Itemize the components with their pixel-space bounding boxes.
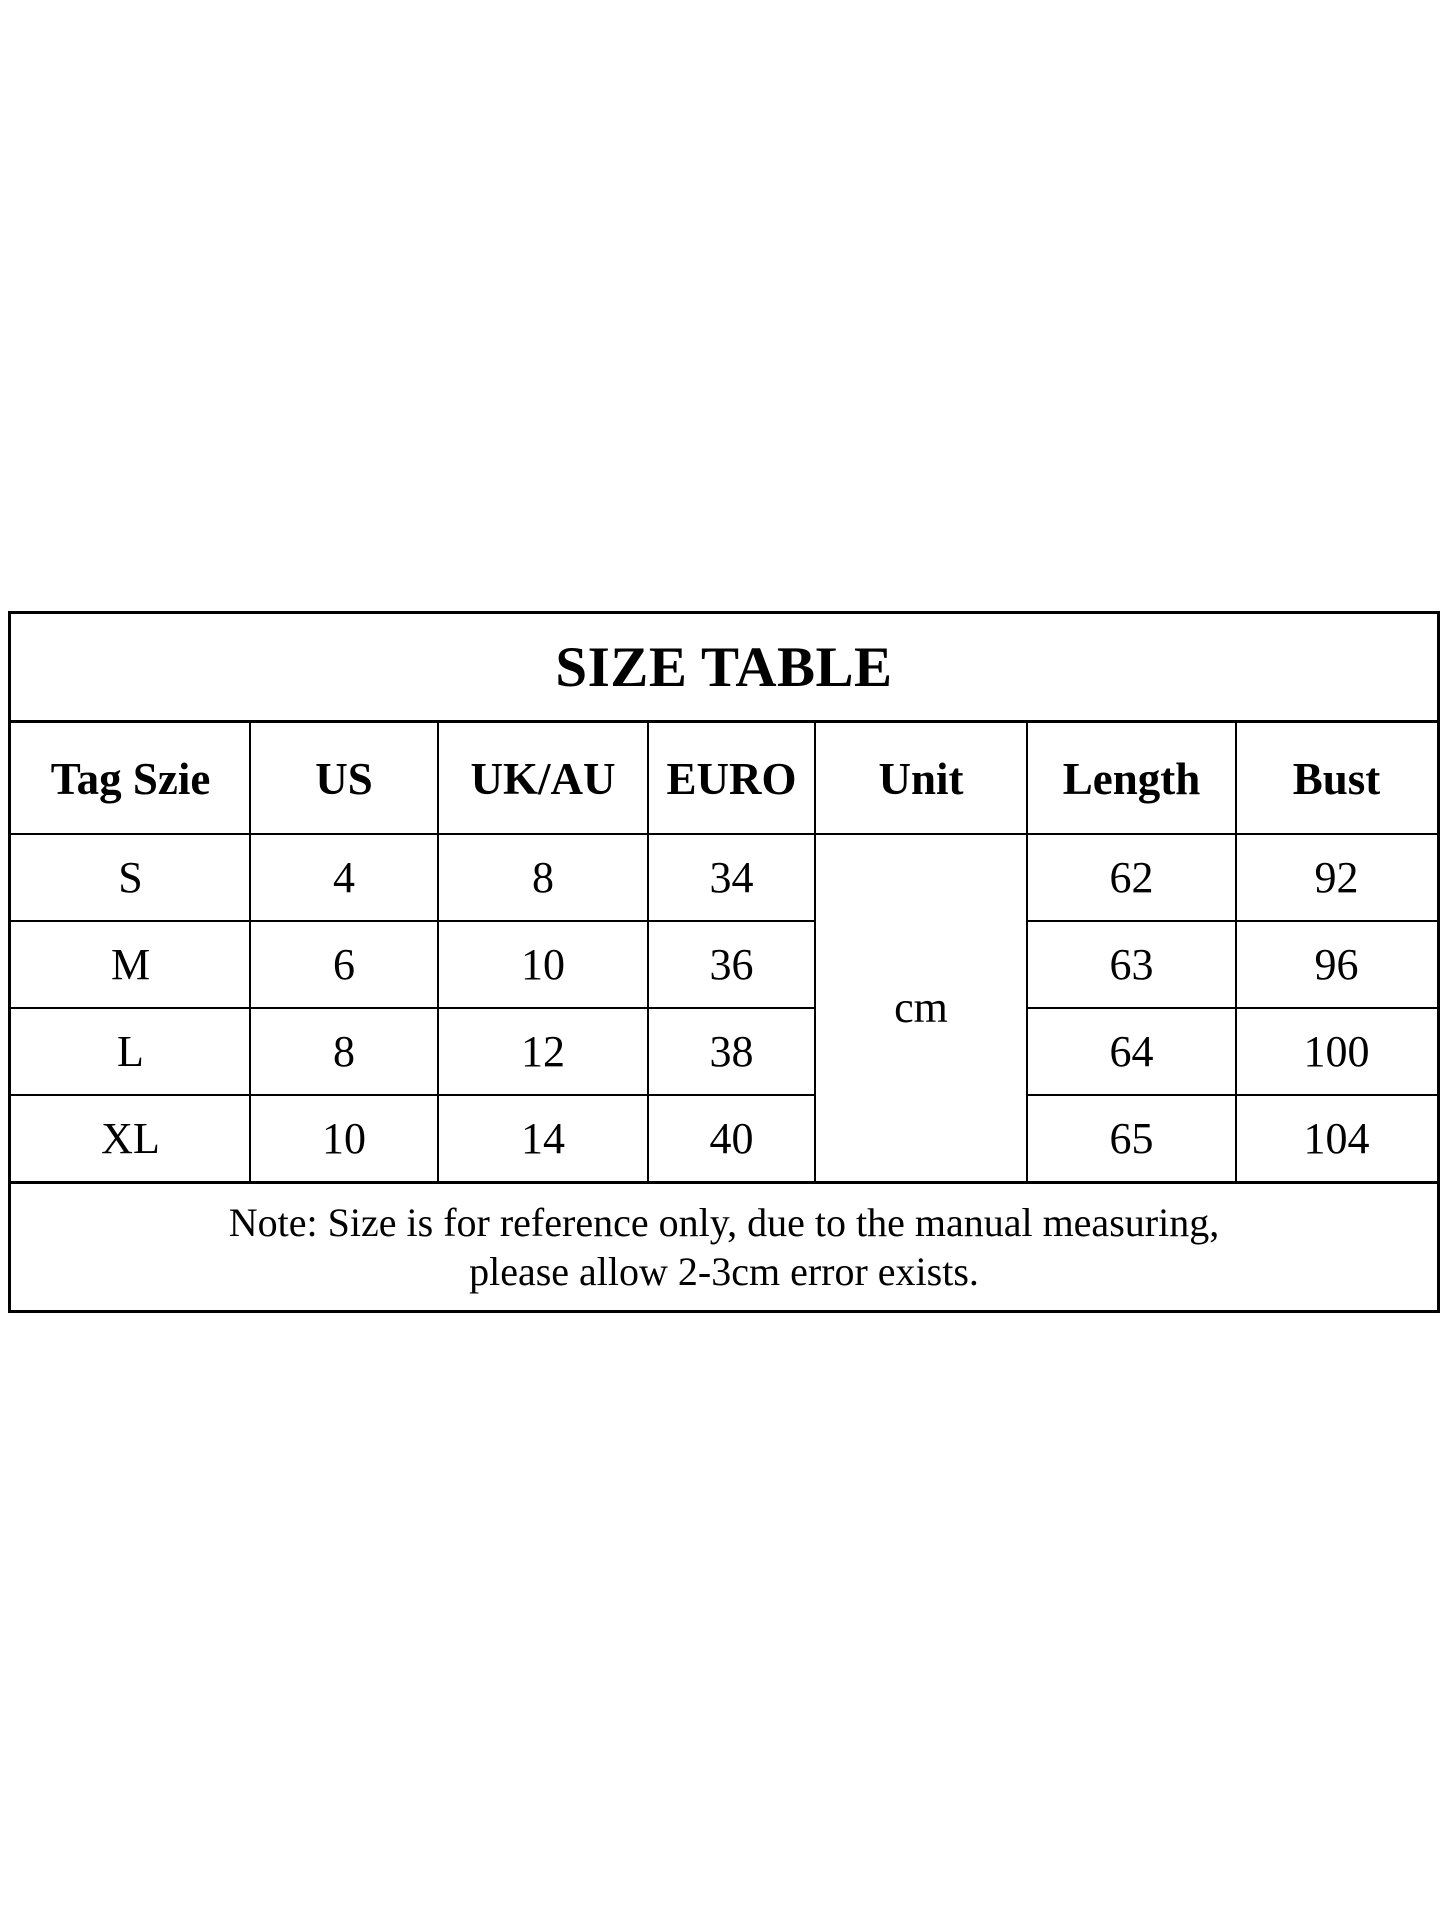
header-length: Length [1062,753,1201,804]
cell-euro-xl: 40 [709,1113,754,1163]
grid-line [437,723,439,1181]
cell-euro-s: 34 [709,853,754,902]
note-line-2: please allow 2-3cm error exists. [469,1249,979,1294]
size-note [11,1181,1437,1310]
cell-bust-l: 100 [1303,1027,1370,1076]
grid-line [1026,723,1028,1181]
cell-tag-xl: XL [101,1113,160,1163]
size-table [8,611,1440,1313]
cell-us-l: 8 [333,1027,355,1076]
header-tag-size: Tag Szie [50,753,211,804]
header-unit: Unit [878,753,964,804]
cell-euro-l: 38 [709,1027,754,1076]
grid-line [11,920,815,922]
grid-line [11,1007,815,1009]
cell-unit-merged: cm [894,983,948,1032]
grid-line [647,723,649,1181]
cell-tag-m: M [110,940,151,989]
grid-line [1235,723,1237,1181]
cell-tag-s: S [118,853,143,902]
note-line-1: Note: Size is for reference only, due to the manual measuring, [228,1200,1220,1245]
cell-bust-m: 96 [1314,940,1359,989]
header-uk-au: UK/AU [470,753,616,804]
cell-length-m: 63 [1109,940,1154,989]
grid-line [1027,1007,1437,1009]
cell-us-s: 4 [333,853,355,902]
header-euro: EURO [666,753,797,804]
cell-tag-l: L [117,1027,144,1076]
cell-ukau-xl: 14 [521,1113,565,1163]
cell-euro-m: 36 [709,940,754,989]
grid-line [11,1094,815,1096]
cell-length-l: 64 [1109,1027,1154,1076]
table-title: SIZE TABLE [11,614,1437,723]
grid-line [1027,1094,1437,1096]
cell-ukau-m: 10 [521,940,565,989]
cell-length-xl: 65 [1109,1113,1154,1163]
grid-line [249,723,251,1181]
cell-us-m: 6 [333,940,355,989]
cell-us-xl: 10 [322,1113,366,1163]
cell-bust-xl: 104 [1303,1113,1370,1163]
cell-ukau-s: 8 [532,853,554,902]
size-grid [11,723,1437,1181]
cell-bust-s: 92 [1314,853,1359,902]
cell-length-s: 62 [1109,853,1154,902]
grid-line [1027,920,1437,922]
header-us: US [315,753,373,804]
cell-ukau-l: 12 [521,1027,565,1076]
grid-line [814,723,816,1181]
header-bust: Bust [1292,753,1381,804]
grid-line [11,833,1437,835]
